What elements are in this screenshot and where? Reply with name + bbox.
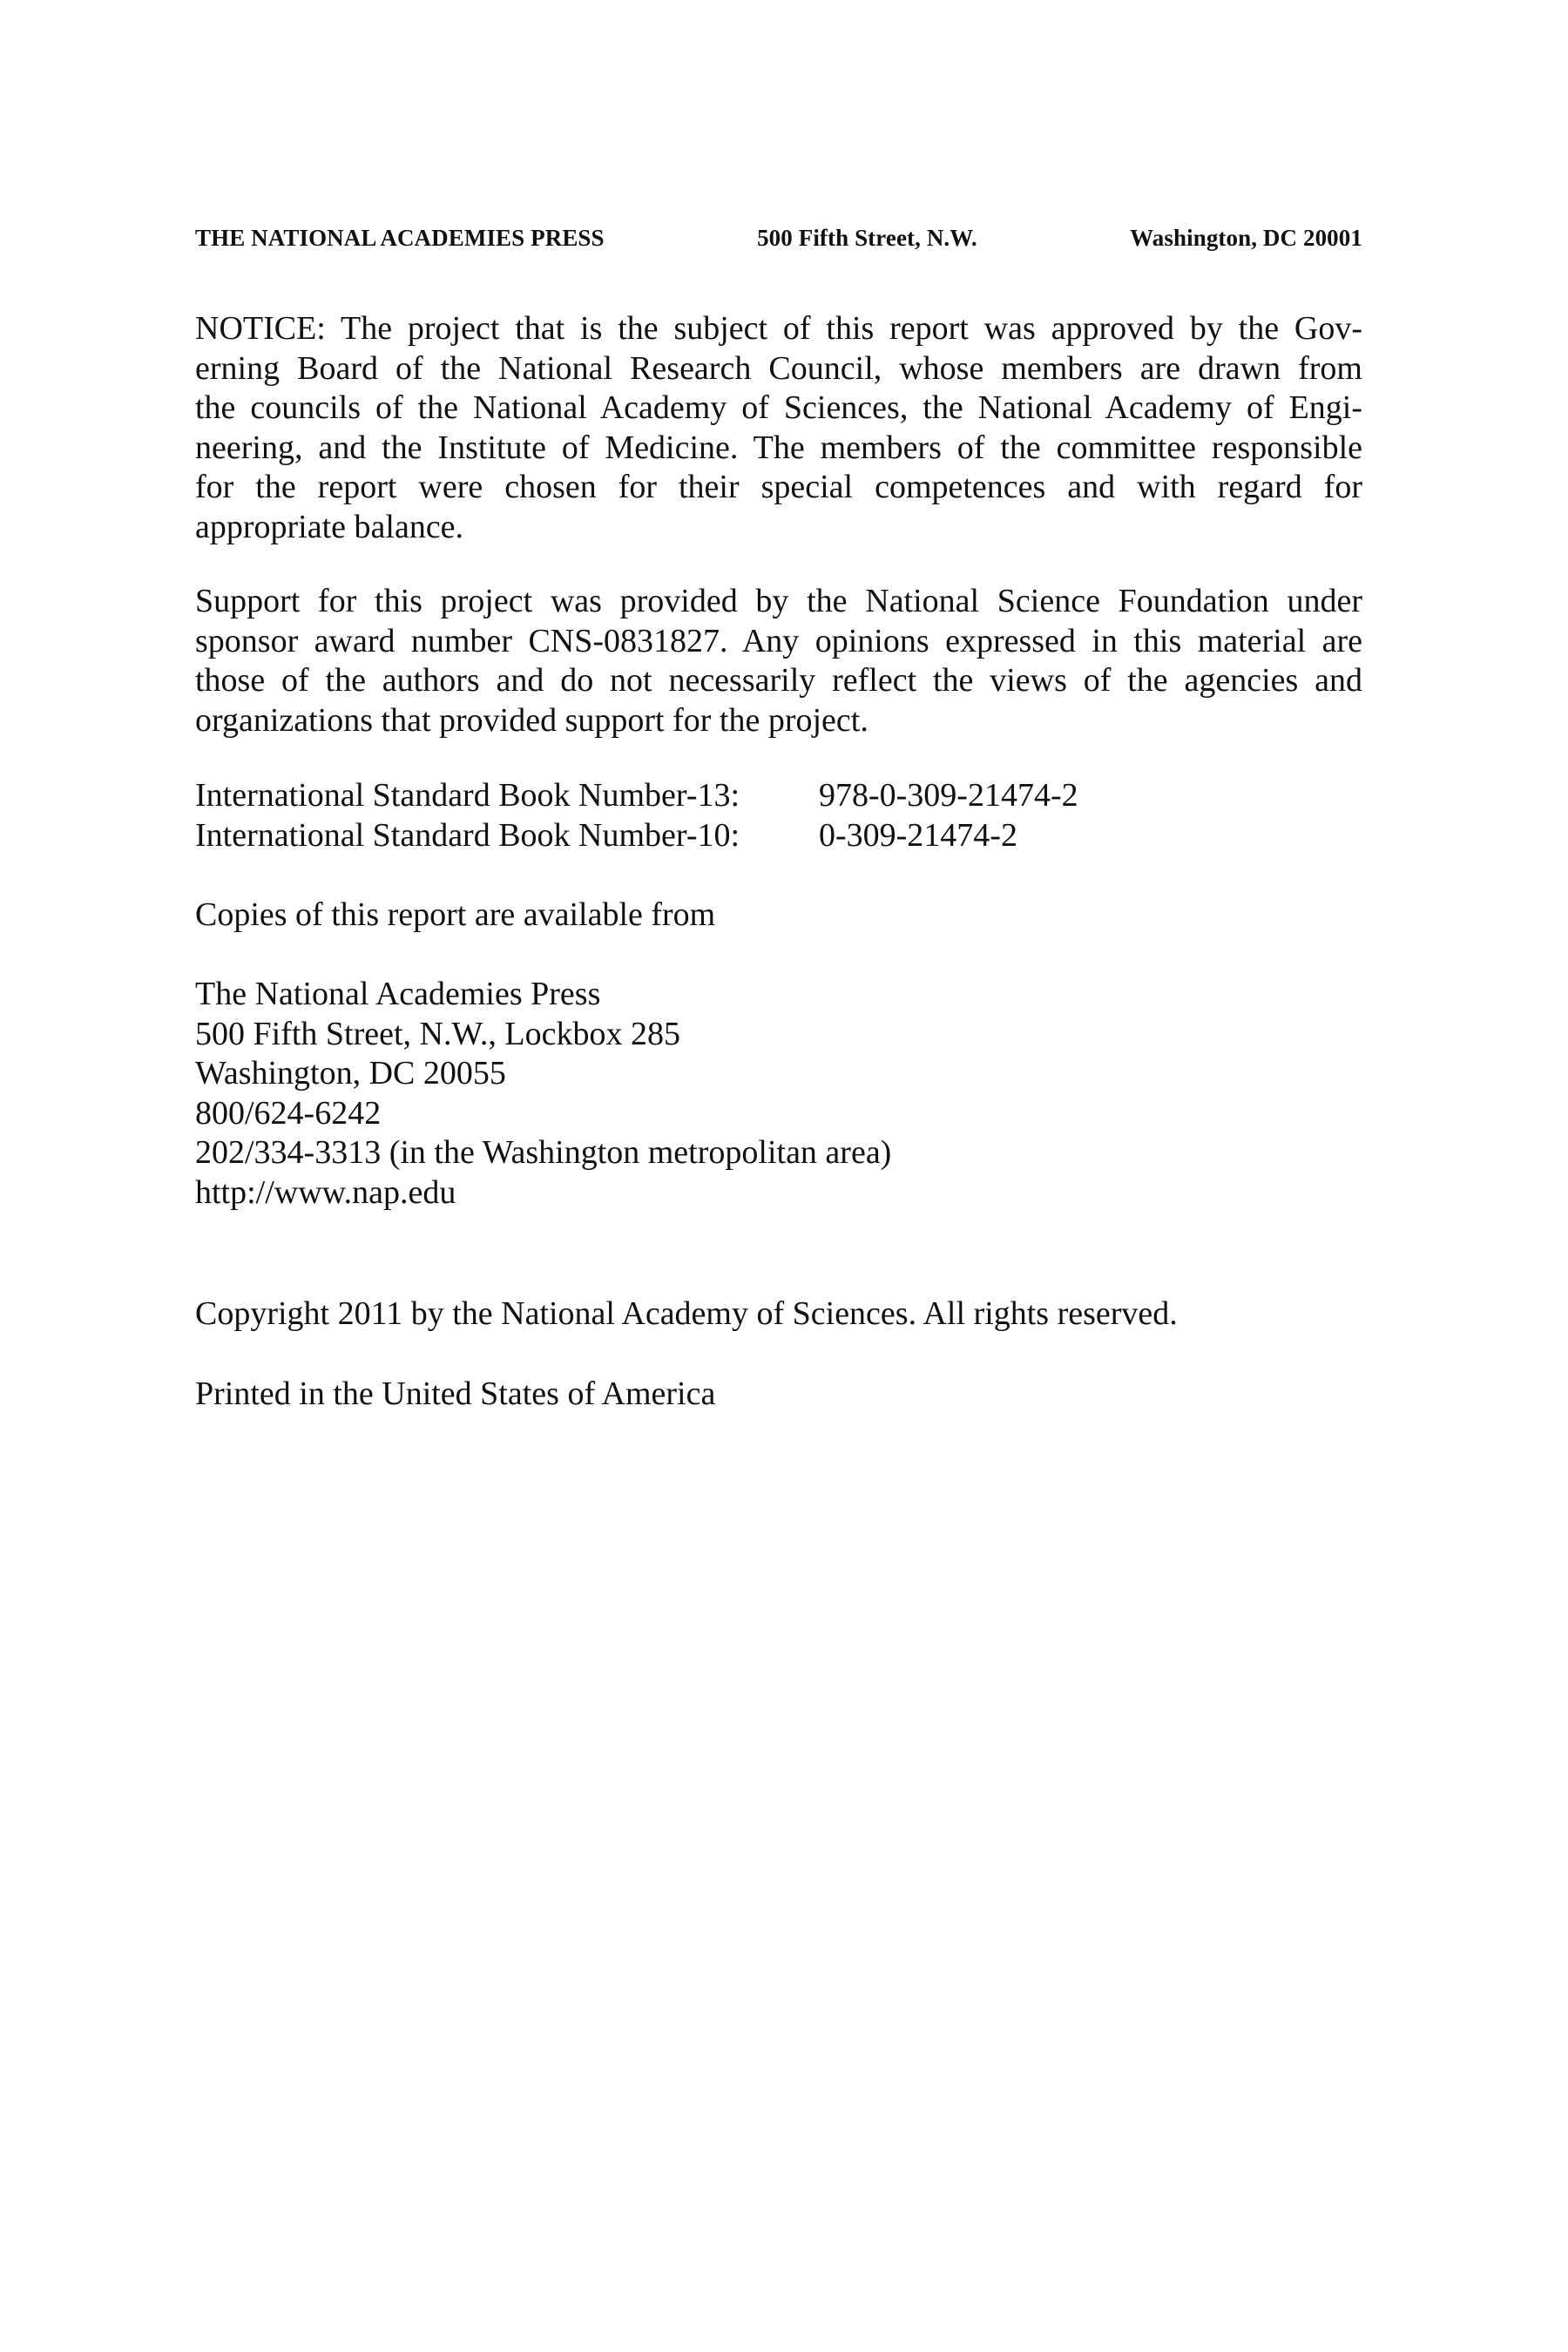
publisher-header: [195, 225, 1362, 252]
isbn-13-value: 978-0-309-21474-2: [819, 777, 1078, 814]
isbn-10-label: International Standard Book Number-10:: [195, 816, 740, 854]
contact-address: 500 Fifth Street, N.W., Lockbox 285: [195, 1015, 680, 1052]
contact-address-block: [195, 975, 1362, 1213]
isbn-10-value: 0-309-21474-2: [819, 816, 1017, 854]
publisher-street: 500 Fifth Street, N.W.: [757, 225, 977, 251]
printed-notice: [195, 1375, 1362, 1415]
notice-paragraph: [195, 309, 1362, 547]
copyright-text: Copyright 2011 by the National Academy of Sciences. All rights reserved.: [195, 1295, 1178, 1332]
notice-line: neering, and the Institute of Medicine. The members of the committee responsible: [195, 429, 1362, 466]
isbn-13-label: International Standard Book Number-13:: [195, 777, 740, 814]
support-paragraph: [195, 582, 1362, 740]
isbn-10-row: [195, 816, 1362, 856]
publisher-city: Washington, DC 20001: [1130, 225, 1362, 251]
notice-line: erning Board of the National Research Council, whose members are drawn from: [195, 349, 1362, 387]
support-line: organizations that provided support for the project.: [195, 701, 868, 739]
isbn-block: [195, 776, 1362, 855]
copies-intro-text: Copies of this report are available from: [195, 896, 716, 933]
contact-phone-tollfree: 800/624-6242: [195, 1094, 382, 1132]
support-line: sponsor award number CNS-0831827. Any opinions expressed in this material are: [195, 622, 1362, 659]
support-line: Support for this project was provided by the National Science Foundation under: [195, 583, 1362, 619]
support-line: those of the authors and do not necessarily reflect the views of the agencies and: [195, 662, 1362, 699]
contact-city: Washington, DC 20055: [195, 1055, 506, 1092]
contact-phone-local: 202/334-3313 (in the Washington metropolitan area): [195, 1134, 892, 1171]
notice-line: NOTICE: The project that is the subject of this report was approved by the Gov-: [195, 310, 1362, 347]
copies-intro: [195, 896, 1362, 936]
isbn-13-row: [195, 776, 1362, 816]
contact-website-link[interactable]: http://www.nap.edu: [195, 1173, 456, 1211]
notice-line: appropriate balance.: [195, 508, 464, 545]
contact-name: The National Academies Press: [195, 976, 601, 1012]
publisher-name: THE NATIONAL ACADEMIES PRESS: [195, 225, 605, 251]
copyright-notice: [195, 1294, 1362, 1335]
notice-line: for the report were chosen for their special competences and with regard for: [195, 469, 1362, 505]
notice-line: the councils of the National Academy of Sciences, the National Academy of Engi-: [195, 389, 1362, 426]
printed-text: Printed in the United States of America: [195, 1375, 716, 1412]
